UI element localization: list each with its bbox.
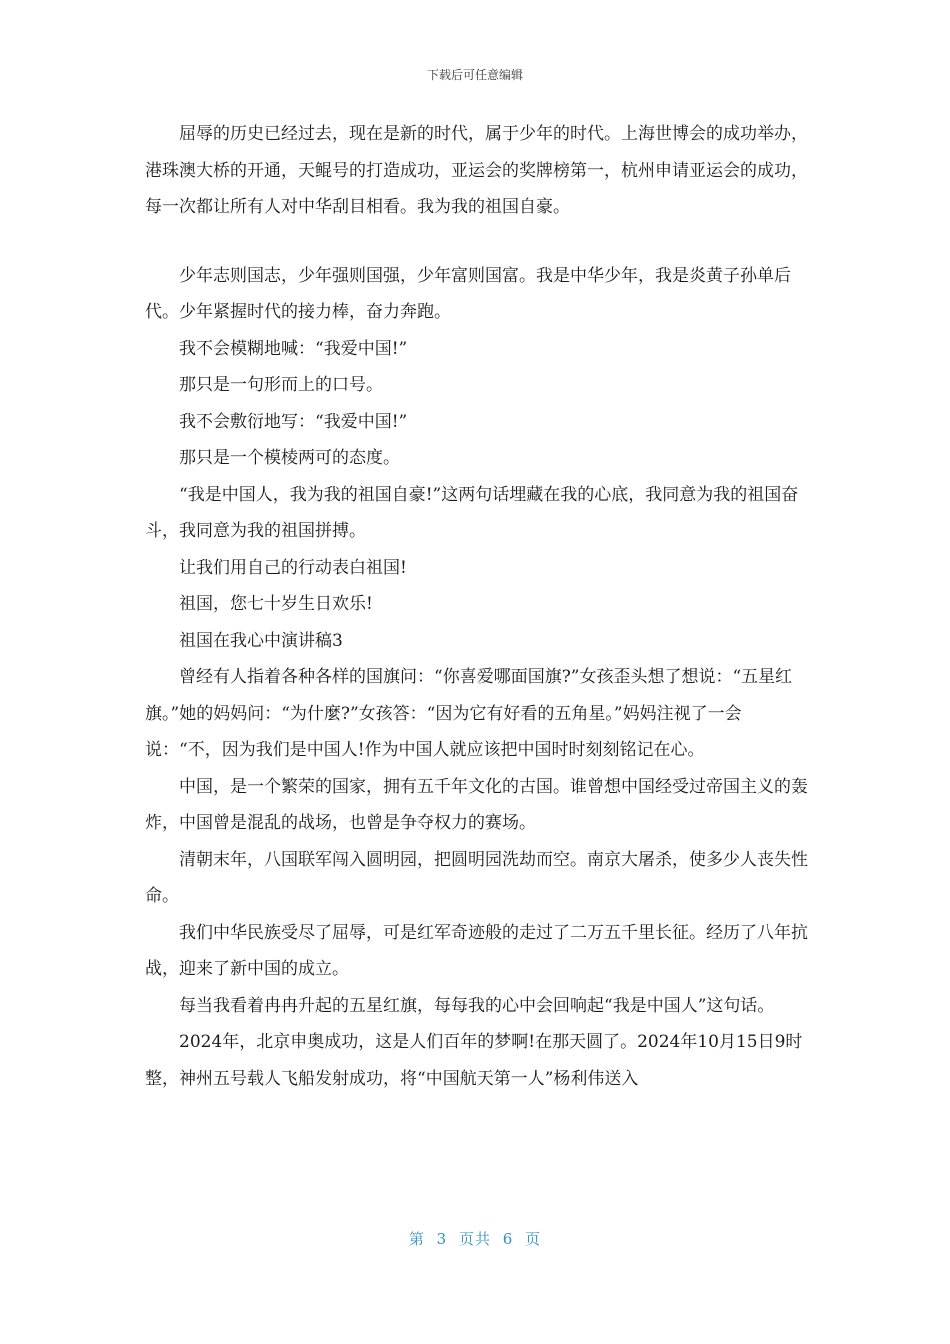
paragraph: 2024年，北京申奥成功，这是人们百年的梦啊!在那天圆了。2024年10月15日9时整，神州五号载人飞船发射成功，将“中国航天第一人”杨利伟送入 — [145, 1032, 803, 1089]
paragraph: 曾经有人指着各种各样的国旗问：“你喜爱哪面国旗?”女孩歪头想了想说：“五星红旗。”她的妈妈问：“为什麼?”女孩答：“因为它有好看的五角星。”妈妈注视了一会说：“不，因为我们是中国人!作为中国人就应该把中国时时刻刻铭记在心。 — [145, 667, 793, 760]
page-header: 下载后可任意编辑 — [426, 68, 523, 82]
paragraph: 我不会敷衍地写：“我爱中国!” — [179, 411, 408, 432]
paragraph: 那只是一个模棱两可的态度。 — [179, 448, 400, 468]
paragraph: 每当我看着冉冉升起的五星红旗，每每我的心中会回响起“我是中国人”这句话。 — [179, 995, 775, 1016]
document-body — [145, 116, 815, 1097]
paragraph-gap — [145, 226, 815, 258]
paragraph: “我是中国人，我为我的祖国自豪!”这两句话埋藏在我的心底，我同意为我的祖国奋斗，我同意为我的祖国拼搏。 — [145, 484, 799, 541]
paragraph: 祖国，您七十岁生日欢乐! — [179, 594, 373, 614]
paragraph: 让我们用自己的行动表白祖国! — [179, 557, 407, 578]
page-number-footer: 第 3 页共 6 页 — [408, 1230, 542, 1248]
paragraph: 那只是一句形而上的口号。 — [179, 375, 383, 395]
paragraph: 中国，是一个繁荣的国家，拥有五千年文化的古国。谁曾想中国经受过帝国主义的轰炸，中国曾是混乱的战场，也曾是争夺权力的赛场。 — [145, 776, 808, 833]
section-title: 祖国在我心中演讲稿3 — [179, 630, 343, 651]
paragraph: 我们中华民族受尽了屈辱，可是红军奇迹般的走过了二万五千里长征。经历了八年抗战，迎来了新中国的成立。 — [145, 922, 808, 979]
paragraph: 清朝末年，八国联军闯入圆明园，把圆明园洗劫而空。南京大屠杀，使多少人丧失性命。 — [145, 849, 808, 906]
paragraph: 屈辱的历史已经过去，现在是新的时代，属于少年的时代。上海世博会的成功举办，港珠澳大桥的开通，天鲲号的打造成功，亚运会的奖牌榜第一，杭州申请亚运会的成功，每一次都让所有人对中华刮目相看。我为我的祖国自豪。 — [145, 124, 808, 217]
paragraph: 少年志则国志，少年强则国强，少年富则国富。我是中华少年，我是炎黄子孙单后代。少年紧握时代的接力棒，奋力奔跑。 — [145, 265, 791, 322]
paragraph: 我不会模糊地喊：“我爱中国!” — [179, 338, 408, 359]
